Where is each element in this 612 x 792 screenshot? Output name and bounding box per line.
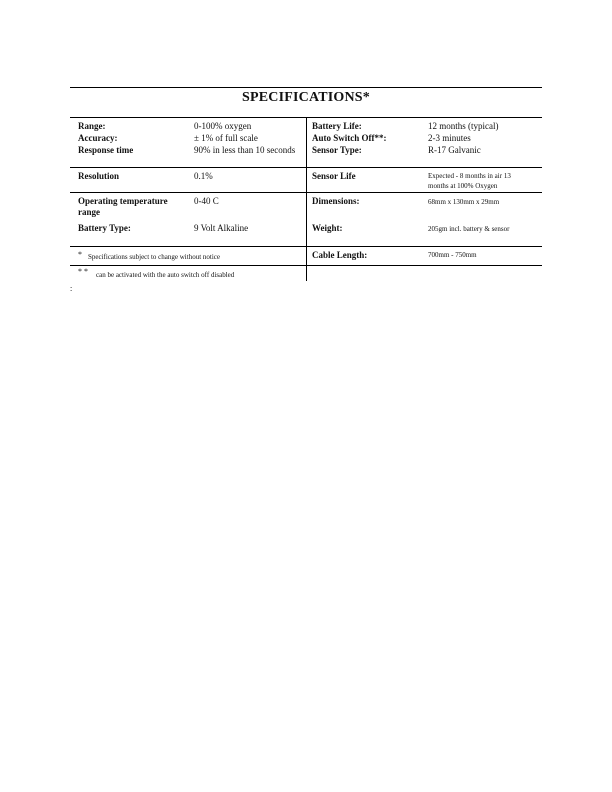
footnote-1-mark: * [78, 250, 82, 259]
operating-temperature-value: 0-40 C [194, 196, 219, 206]
accuracy-label: Accuracy: [78, 133, 118, 143]
accuracy-value: ± 1% of full scale [194, 133, 258, 143]
battery-life-value: 12 months (typical) [428, 121, 499, 131]
auto-switch-off-value: 2-3 minutes [428, 133, 471, 143]
rule-top [70, 87, 542, 88]
stray-mark: : [70, 284, 73, 293]
dimensions-label: Dimensions: [312, 196, 360, 206]
cable-length-label: Cable Length: [312, 250, 368, 260]
sensor-life-value-line-2: months at 100% Oxygen [428, 182, 498, 190]
weight-label: Weight: [312, 223, 343, 233]
auto-switch-off-label: Auto Switch Off**: [312, 133, 387, 143]
resolution-value: 0.1% [194, 171, 213, 181]
resolution-label: Resolution [78, 171, 120, 181]
sensor-type-value: R-17 Galvanic [428, 145, 481, 155]
dimensions-value: 68mm x 130mm x 29mm [428, 198, 500, 206]
rule-column-divider [306, 117, 307, 281]
operating-temperature-label: Operating temperature [78, 196, 168, 206]
footnote-2-mark: * * [78, 267, 88, 276]
sensor-life-value-line-1: Expected - 8 months in air 13 [428, 172, 511, 180]
response-time-label: Response time [78, 145, 134, 155]
weight-value: 205gm incl. battery & sensor [428, 225, 510, 233]
range-value: 0-100% oxygen [194, 121, 252, 131]
battery-type-value: 9 Volt Alkaline [194, 223, 249, 233]
page-title: SPECIFICATIONS* [242, 90, 370, 105]
footnote-2-text: can be activated with the auto switch off disabled [96, 271, 235, 279]
sensor-life-label: Sensor Life [312, 171, 356, 181]
battery-type-label: Battery Type: [78, 223, 131, 233]
operating-temperature-label-cont: range [78, 207, 100, 217]
battery-life-label: Battery Life: [312, 121, 362, 131]
response-time-value: 90% in less than 10 seconds [194, 145, 296, 155]
cable-length-value: 700mm - 750mm [428, 251, 477, 259]
sensor-type-label: Sensor Type: [312, 145, 362, 155]
footnote-1-text: Specifications subject to change without notice [88, 253, 220, 261]
range-label: Range: [78, 121, 106, 131]
